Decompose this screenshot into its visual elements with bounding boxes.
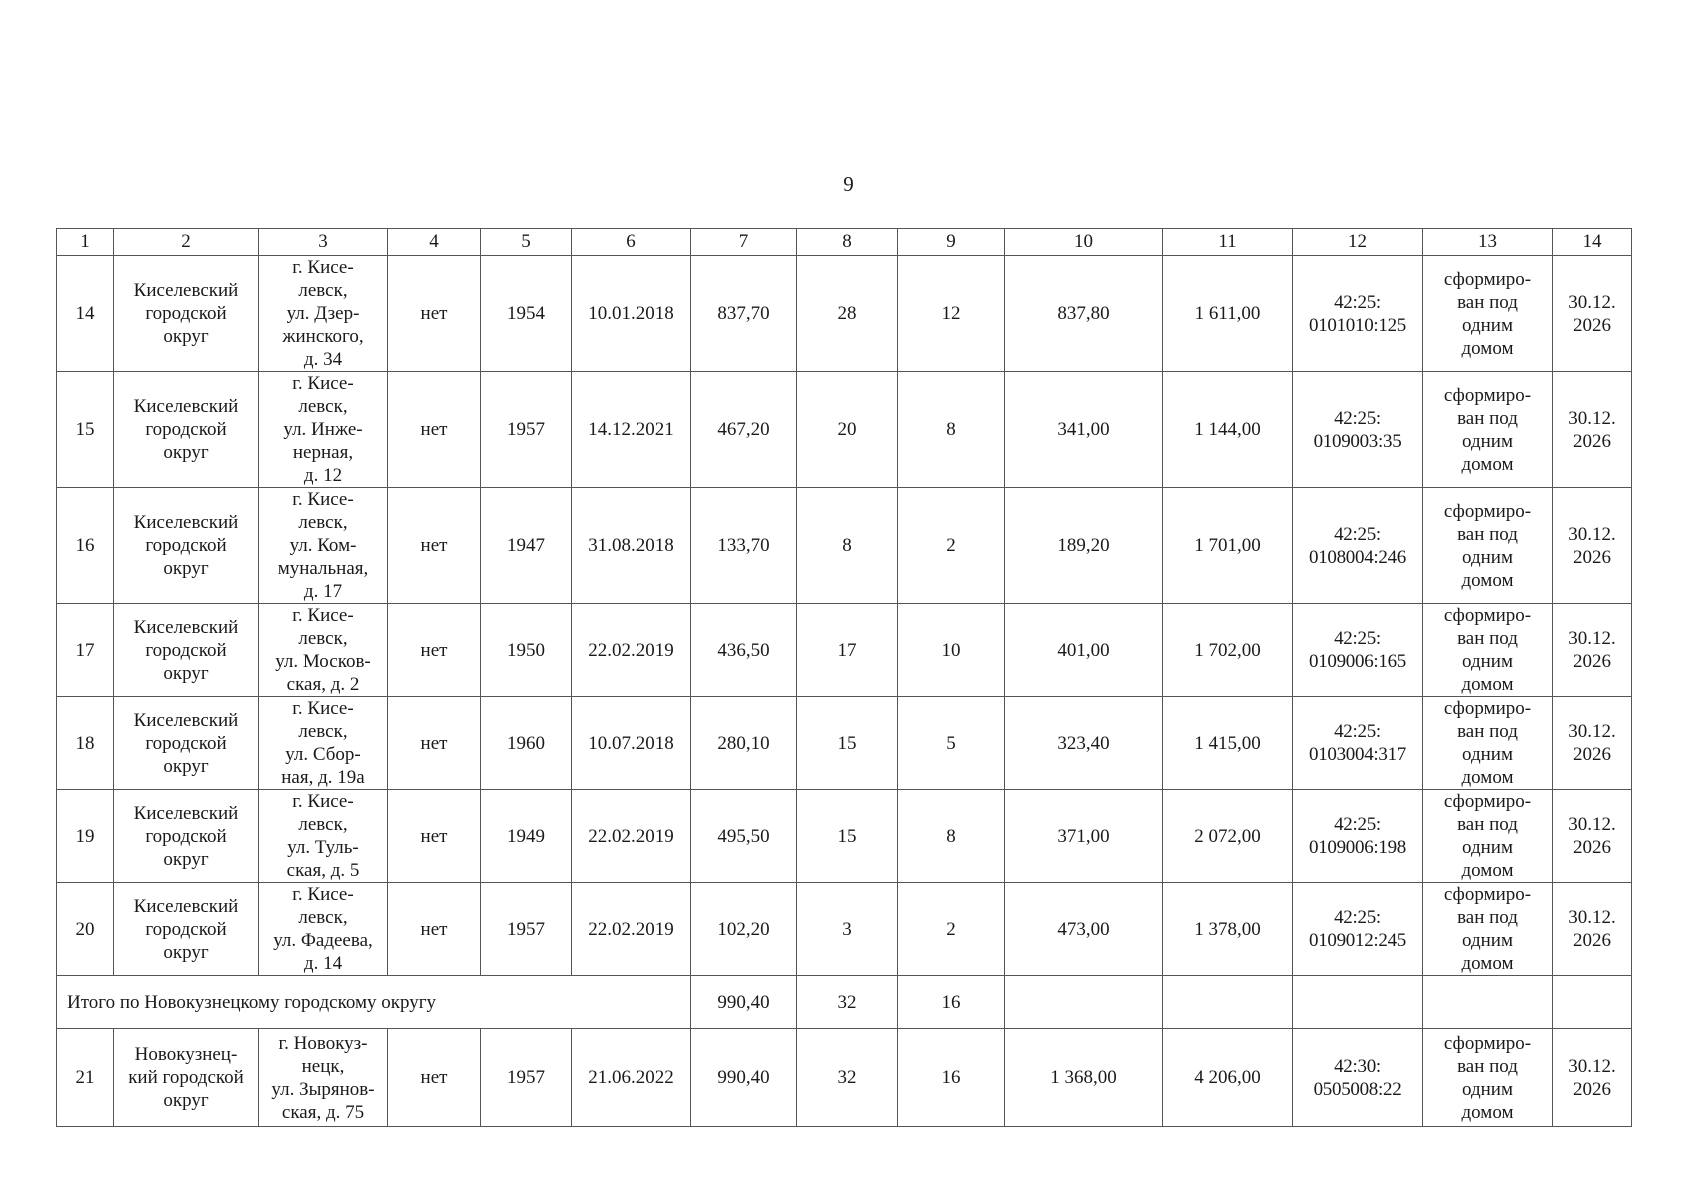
deadline-cell-line: 30.12. [1568, 291, 1616, 313]
column-number-header: 7 [691, 229, 797, 256]
area-cell: 467,20 [691, 372, 797, 488]
date-cell: 14.12.2021 [572, 372, 691, 488]
district-cell-line: городской [145, 918, 227, 940]
area3-cell: 1 702,00 [1163, 604, 1293, 697]
deadline-cell-line: 30.12. [1568, 523, 1616, 545]
column-number-header: 2 [114, 229, 259, 256]
column-number-header: 10 [1005, 229, 1163, 256]
land-status-cell-line: одним [1462, 430, 1513, 452]
land-status-cell-line: ван под [1457, 407, 1518, 429]
deadline-cell-line: 2026 [1573, 1078, 1611, 1100]
column-number-header: 3 [259, 229, 388, 256]
land-status-cell-line: сформиро- [1443, 884, 1532, 905]
address-cell-line: мунальная, [277, 558, 369, 579]
column-number-header: 4 [388, 229, 481, 256]
land-status-cell-line: сформиро- [1443, 605, 1532, 626]
cadastral-cell-line: 0103004:317 [1309, 744, 1406, 765]
empty-cell [1553, 976, 1632, 1029]
address-cell-line: д. 34 [303, 349, 343, 370]
address-cell [259, 488, 388, 604]
column-number-header: 6 [572, 229, 691, 256]
land-status-cell-line: сформиро- [1443, 500, 1532, 522]
col4-cell: нет [388, 488, 481, 604]
district-cell [114, 1029, 259, 1127]
table-row [57, 488, 1632, 604]
date-cell: 22.02.2019 [572, 883, 691, 976]
district-cell-line: округ [163, 442, 209, 463]
cadastral-cell-line: 0109006:198 [1309, 837, 1406, 858]
land-status-cell-line: домом [1461, 860, 1514, 881]
area3-cell: 1 144,00 [1163, 372, 1293, 488]
cadastral-cell-line: 0109012:245 [1309, 930, 1406, 951]
table-row [57, 604, 1632, 697]
deadline-cell-line: 2026 [1573, 314, 1611, 336]
land-status-cell-line: одним [1462, 546, 1513, 568]
table-row [57, 790, 1632, 883]
count-cell: 32 [797, 1029, 898, 1127]
year-cell: 1960 [481, 697, 572, 790]
district-cell-line: городской [145, 303, 227, 324]
deadline-cell-line: 30.12. [1568, 1055, 1616, 1077]
row-number-cell: 17 [57, 604, 114, 697]
address-cell-line: ул. Фадеева, [273, 930, 373, 951]
area-cell: 102,20 [691, 883, 797, 976]
district-cell [114, 790, 259, 883]
land-status-cell [1423, 790, 1553, 883]
housing-register-table [56, 228, 1632, 1127]
col4-cell: нет [388, 697, 481, 790]
cadastral-cell-line: 0101010:125 [1309, 314, 1406, 336]
year-cell: 1957 [481, 883, 572, 976]
land-status-cell-line: одним [1462, 651, 1513, 672]
area3-cell: 1 611,00 [1163, 256, 1293, 372]
area-cell: 280,10 [691, 697, 797, 790]
address-cell [259, 372, 388, 488]
address-cell-line: левск, [298, 907, 348, 928]
deadline-cell-line: 2026 [1573, 430, 1611, 452]
address-cell-line: г. Кисе- [292, 257, 354, 278]
land-status-cell-line: домом [1461, 1101, 1514, 1123]
row-number-cell: 16 [57, 488, 114, 604]
count-cell: 20 [797, 372, 898, 488]
column-number-header: 8 [797, 229, 898, 256]
land-status-cell-line: ван под [1457, 907, 1518, 928]
area2-cell: 371,00 [1005, 790, 1163, 883]
deadline-cell-line: 30.12. [1568, 814, 1616, 835]
area-cell: 436,50 [691, 604, 797, 697]
district-cell-line: Киселевский [133, 895, 239, 917]
area3-cell: 2 072,00 [1163, 790, 1293, 883]
page-number: 9 [843, 172, 854, 196]
deadline-cell [1553, 604, 1632, 697]
count2-cell: 2 [898, 488, 1005, 604]
land-status-cell-line: домом [1461, 337, 1514, 359]
year-cell: 1957 [481, 1029, 572, 1127]
empty-cell [1293, 976, 1423, 1029]
land-status-cell-line: одним [1462, 1078, 1513, 1100]
deadline-cell [1553, 372, 1632, 488]
cadastral-cell [1293, 697, 1423, 790]
address-cell-line: ул. Зырянов- [271, 1078, 375, 1100]
area2-cell: 341,00 [1005, 372, 1163, 488]
land-status-cell [1423, 1029, 1553, 1127]
column-number-header: 14 [1553, 229, 1632, 256]
land-status-cell-line: ван под [1457, 814, 1518, 835]
address-cell [259, 256, 388, 372]
district-cell-line: Киселевский [133, 709, 239, 731]
address-cell-line: ул. Инже- [283, 419, 363, 440]
land-status-cell-line: сформиро- [1443, 791, 1532, 812]
deadline-cell-line: 30.12. [1568, 907, 1616, 928]
col4-cell: нет [388, 883, 481, 976]
column-number-header: 1 [57, 229, 114, 256]
land-status-cell-line: ван под [1457, 721, 1518, 742]
col4-cell: нет [388, 372, 481, 488]
row-number-cell: 20 [57, 883, 114, 976]
land-status-cell [1423, 604, 1553, 697]
count2-cell: 8 [898, 790, 1005, 883]
address-cell-line: ул. Ком- [289, 535, 357, 556]
count2-cell: 8 [898, 372, 1005, 488]
address-cell-line: д. 12 [303, 465, 343, 486]
land-status-cell-line: ван под [1457, 291, 1518, 313]
table-row [57, 1029, 1632, 1127]
year-cell: 1957 [481, 372, 572, 488]
address-cell-line: д. 14 [303, 953, 343, 974]
deadline-cell-line: 30.12. [1568, 721, 1616, 742]
district-cell [114, 488, 259, 604]
area2-cell: 401,00 [1005, 604, 1163, 697]
deadline-cell [1553, 697, 1632, 790]
land-status-cell-line: домом [1461, 953, 1514, 974]
count-cell: 17 [797, 604, 898, 697]
date-cell: 10.07.2018 [572, 697, 691, 790]
district-cell-line: городской [145, 639, 227, 661]
land-status-cell-line: домом [1461, 453, 1514, 475]
land-status-cell [1423, 372, 1553, 488]
total-row [57, 976, 1632, 1029]
address-cell-line: г. Кисе- [292, 373, 354, 394]
header-row [57, 229, 1632, 256]
cadastral-cell-line: 42:25: [1334, 721, 1381, 742]
land-status-cell-line: домом [1461, 767, 1514, 788]
land-status-cell-line: сформиро- [1443, 384, 1532, 406]
row-number-cell: 21 [57, 1029, 114, 1127]
area-cell: 837,70 [691, 256, 797, 372]
land-status-cell-line: сформиро- [1443, 268, 1532, 290]
area3-cell: 1 378,00 [1163, 883, 1293, 976]
column-number-header: 11 [1163, 229, 1293, 256]
count2-cell: 2 [898, 883, 1005, 976]
count2-cell: 10 [898, 604, 1005, 697]
district-cell-line: округ [163, 558, 209, 579]
count2-cell: 12 [898, 256, 1005, 372]
land-status-cell-line: домом [1461, 674, 1514, 695]
deadline-cell [1553, 256, 1632, 372]
address-cell-line: ская, д. 2 [286, 674, 360, 695]
total-area-cell: 990,40 [691, 976, 797, 1029]
cadastral-cell [1293, 256, 1423, 372]
cadastral-cell [1293, 372, 1423, 488]
total-label: Итого по Новокузнецкому городскому округу [57, 976, 691, 1029]
address-cell-line: ная, д. 19а [281, 767, 365, 788]
table-row [57, 883, 1632, 976]
cadastral-cell-line: 42:25: [1334, 814, 1381, 835]
area3-cell: 4 206,00 [1163, 1029, 1293, 1127]
address-cell-line: левск, [298, 814, 348, 835]
date-cell: 22.02.2019 [572, 604, 691, 697]
district-cell-line: округ [163, 941, 209, 963]
cadastral-cell [1293, 604, 1423, 697]
deadline-cell-line: 30.12. [1568, 407, 1616, 429]
address-cell-line: левск, [298, 721, 348, 742]
address-cell-line: ская, д. 75 [281, 1101, 365, 1123]
address-cell-line: г. Кисе- [292, 791, 354, 812]
district-cell-line: округ [163, 755, 209, 777]
cadastral-cell [1293, 883, 1423, 976]
land-status-cell-line: ван под [1457, 523, 1518, 545]
address-cell-line: нецк, [301, 1055, 345, 1077]
cadastral-cell-line: 0505008:22 [1313, 1078, 1402, 1100]
land-status-cell-line: одним [1462, 930, 1513, 951]
count-cell: 15 [797, 697, 898, 790]
count-cell: 28 [797, 256, 898, 372]
cadastral-cell-line: 42:25: [1334, 523, 1381, 545]
address-cell-line: нерная, [292, 442, 354, 463]
address-cell-line: левск, [298, 280, 348, 301]
land-status-cell-line: сформиро- [1443, 1032, 1532, 1054]
cadastral-cell-line: 0109006:165 [1309, 651, 1406, 672]
address-cell-line: ул. Туль- [287, 837, 359, 858]
district-cell-line: округ [163, 848, 209, 870]
district-cell [114, 256, 259, 372]
address-cell [259, 883, 388, 976]
district-cell [114, 604, 259, 697]
deadline-cell-line: 2026 [1573, 930, 1611, 951]
address-cell-line: ул. Москов- [275, 651, 371, 672]
row-number-cell: 19 [57, 790, 114, 883]
col4-cell: нет [388, 604, 481, 697]
address-cell-line: ул. Сбор- [285, 744, 361, 765]
cadastral-cell-line: 0108004:246 [1309, 546, 1406, 568]
district-cell-line: Киселевский [133, 802, 239, 824]
area2-cell: 1 368,00 [1005, 1029, 1163, 1127]
address-cell-line: г. Кисе- [292, 489, 354, 510]
district-cell-line: Новокузнец- [134, 1044, 238, 1065]
count-cell: 3 [797, 883, 898, 976]
column-number-header: 9 [898, 229, 1005, 256]
district-cell-line: Киселевский [133, 616, 239, 638]
land-status-cell-line: домом [1461, 569, 1514, 591]
table-row [57, 697, 1632, 790]
land-status-cell [1423, 256, 1553, 372]
area2-cell: 323,40 [1005, 697, 1163, 790]
address-cell [259, 697, 388, 790]
land-status-cell-line: сформиро- [1443, 698, 1532, 719]
year-cell: 1954 [481, 256, 572, 372]
total-count2-cell: 16 [898, 976, 1005, 1029]
deadline-cell-line: 2026 [1573, 837, 1611, 858]
area3-cell: 1 701,00 [1163, 488, 1293, 604]
col4-cell: нет [388, 1029, 481, 1127]
address-cell-line: ская, д. 5 [286, 860, 360, 881]
address-cell-line: левск, [298, 396, 348, 417]
area-cell: 133,70 [691, 488, 797, 604]
address-cell-line: жинского, [282, 326, 364, 347]
area2-cell: 473,00 [1005, 883, 1163, 976]
cadastral-cell [1293, 488, 1423, 604]
count-cell: 15 [797, 790, 898, 883]
district-cell-line: городской [145, 825, 227, 847]
district-cell-line: Киселевский [133, 280, 239, 301]
cadastral-cell-line: 42:25: [1334, 907, 1381, 928]
district-cell-line: Киселевский [133, 512, 239, 533]
deadline-cell-line: 2026 [1573, 744, 1611, 765]
col4-cell: нет [388, 790, 481, 883]
address-cell-line: левск, [298, 628, 348, 649]
deadline-cell [1553, 1029, 1632, 1127]
count-cell: 8 [797, 488, 898, 604]
land-status-cell-line: одним [1462, 837, 1513, 858]
cadastral-cell-line: 42:25: [1334, 407, 1381, 429]
cadastral-cell [1293, 1029, 1423, 1127]
district-cell-line: Киселевский [133, 396, 239, 417]
address-cell-line: г. Кисе- [292, 698, 354, 719]
column-number-header: 13 [1423, 229, 1553, 256]
cadastral-cell [1293, 790, 1423, 883]
date-cell: 31.08.2018 [572, 488, 691, 604]
district-cell-line: округ [163, 326, 209, 347]
count2-cell: 16 [898, 1029, 1005, 1127]
district-cell-line: округ [163, 1090, 209, 1111]
district-cell-line: городской [145, 535, 227, 556]
land-status-cell [1423, 697, 1553, 790]
deadline-cell [1553, 488, 1632, 604]
year-cell: 1947 [481, 488, 572, 604]
cadastral-cell-line: 42:30: [1334, 1055, 1381, 1077]
cadastral-cell-line: 42:25: [1334, 291, 1381, 313]
district-cell-line: округ [163, 662, 209, 684]
area3-cell: 1 415,00 [1163, 697, 1293, 790]
row-number-cell: 15 [57, 372, 114, 488]
row-number-cell: 14 [57, 256, 114, 372]
date-cell: 21.06.2022 [572, 1029, 691, 1127]
empty-cell [1005, 976, 1163, 1029]
total-count-cell: 32 [797, 976, 898, 1029]
deadline-cell-line: 2026 [1573, 651, 1611, 672]
area2-cell: 189,20 [1005, 488, 1163, 604]
date-cell: 10.01.2018 [572, 256, 691, 372]
deadline-cell-line: 2026 [1573, 546, 1611, 568]
deadline-cell [1553, 883, 1632, 976]
address-cell [259, 604, 388, 697]
address-cell-line: г. Кисе- [292, 605, 354, 626]
district-cell-line: кий городской [128, 1067, 244, 1088]
deadline-cell [1553, 790, 1632, 883]
land-status-cell-line: ван под [1457, 628, 1518, 649]
district-cell [114, 697, 259, 790]
area2-cell: 837,80 [1005, 256, 1163, 372]
table-row [57, 372, 1632, 488]
year-cell: 1950 [481, 604, 572, 697]
deadline-cell-line: 30.12. [1568, 628, 1616, 649]
area-cell: 990,40 [691, 1029, 797, 1127]
land-status-cell-line: одним [1462, 744, 1513, 765]
land-status-cell [1423, 488, 1553, 604]
row-number-cell: 18 [57, 697, 114, 790]
address-cell [259, 1029, 388, 1127]
land-status-cell-line: ван под [1457, 1055, 1518, 1077]
cadastral-cell-line: 0109003:35 [1313, 430, 1402, 452]
land-status-cell-line: одним [1462, 314, 1513, 336]
date-cell: 22.02.2019 [572, 790, 691, 883]
empty-cell [1423, 976, 1553, 1029]
count2-cell: 5 [898, 697, 1005, 790]
district-cell-line: городской [145, 419, 227, 440]
address-cell-line: г. Новокуз- [278, 1032, 368, 1054]
address-cell-line: ул. Дзер- [286, 303, 360, 324]
area-cell: 495,50 [691, 790, 797, 883]
col4-cell: нет [388, 256, 481, 372]
table-row [57, 256, 1632, 372]
address-cell [259, 790, 388, 883]
empty-cell [1163, 976, 1293, 1029]
land-status-cell [1423, 883, 1553, 976]
address-cell-line: г. Кисе- [292, 884, 354, 905]
column-number-header: 5 [481, 229, 572, 256]
district-cell [114, 372, 259, 488]
cadastral-cell-line: 42:25: [1334, 628, 1381, 649]
column-number-header: 12 [1293, 229, 1423, 256]
address-cell-line: левск, [298, 512, 348, 533]
address-cell-line: д. 17 [303, 581, 343, 602]
district-cell [114, 883, 259, 976]
year-cell: 1949 [481, 790, 572, 883]
district-cell-line: городской [145, 732, 227, 754]
table-body [57, 229, 1632, 1127]
